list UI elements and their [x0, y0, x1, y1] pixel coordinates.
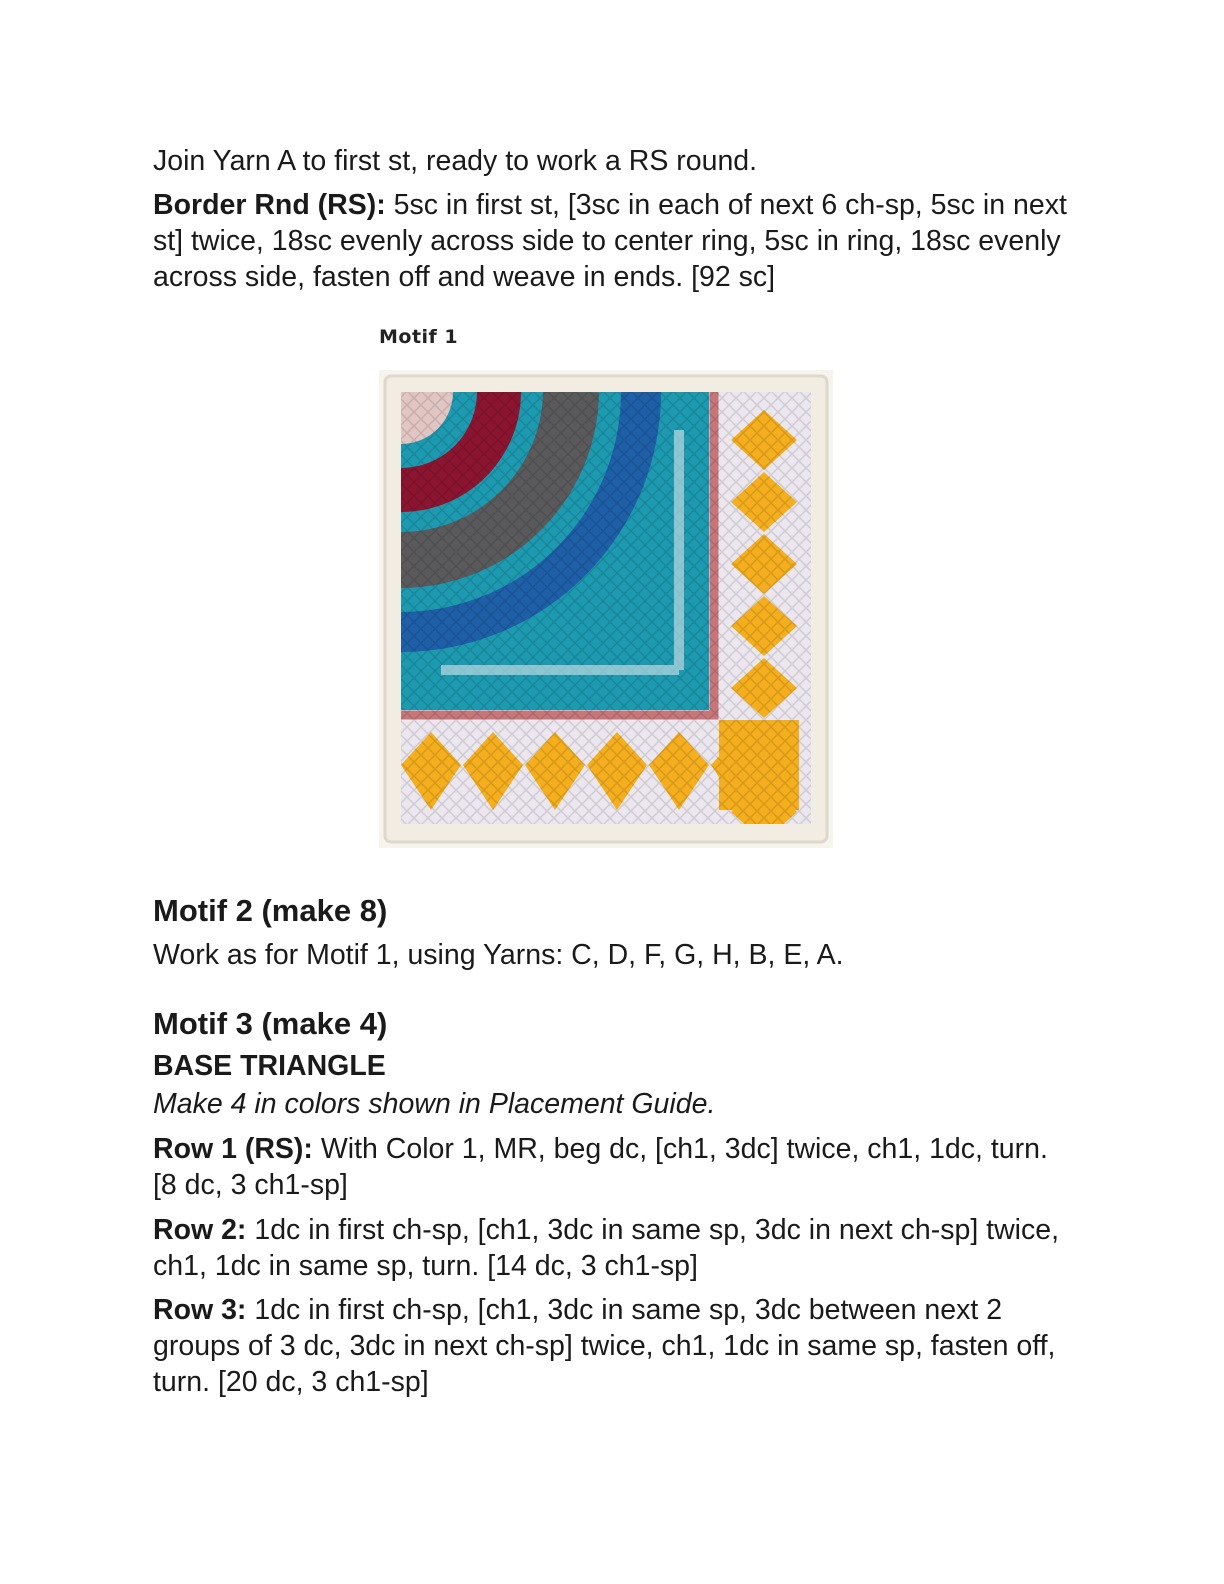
- row-1-instruction: [153, 1131, 1073, 1203]
- motif-2-text: Work as for Motif 1, using Yarns: C, D, F, G, H, B, E, A.: [153, 939, 844, 971]
- row-3-label: Row 3:: [153, 1294, 247, 1326]
- intro-text: Join Yarn A to first st, ready to work a RS round.: [153, 145, 758, 177]
- row-3-text: 1dc in first ch-sp, [ch1, 3dc in same sp, 3dc between next 2 groups of 3 dc, 3dc in next ch-sp] twice, ch1, 1dc in same sp, fasten off, turn. [20 dc, 3 ch1-sp]: [153, 1294, 1056, 1398]
- row-2-label: Row 2:: [153, 1214, 247, 1246]
- row-1-label: Row 1 (RS):: [153, 1133, 313, 1165]
- base-triangle-subheading: BASE TRIANGLE: [153, 1050, 386, 1082]
- figure-caption: Motif 1: [379, 326, 459, 348]
- border-round-label: Border Rnd (RS):: [153, 189, 386, 221]
- motif-1-photo: [379, 370, 833, 848]
- placement-note: Make 4 in colors shown in Placement Guide.: [153, 1088, 716, 1120]
- row-2-instruction: [153, 1212, 1073, 1284]
- row-2-text: 1dc in first ch-sp, [ch1, 3dc in same sp, 3dc in next ch-sp] twice, ch1, 1dc in same sp, turn. [14 dc, 3 ch1-sp]: [153, 1214, 1060, 1282]
- motif-2-heading: Motif 2 (make 8): [153, 893, 388, 928]
- row-3-instruction: [153, 1292, 1073, 1400]
- motif-3-heading: Motif 3 (make 4): [153, 1006, 388, 1041]
- border-round-instruction: [153, 187, 1073, 295]
- border-round-text: 5sc in first st, [3sc in each of next 6 ch-sp, 5sc in next st] twice, 18sc evenly across side to center ring, 5sc in ring, 18sc evenly across side, fasten off and weave in ends. [92 sc]: [153, 189, 1067, 293]
- row-1-text: With Color 1, MR, beg dc, [ch1, 3dc] twice, ch1, 1dc, turn. [8 dc, 3 ch1-sp]: [153, 1133, 1048, 1201]
